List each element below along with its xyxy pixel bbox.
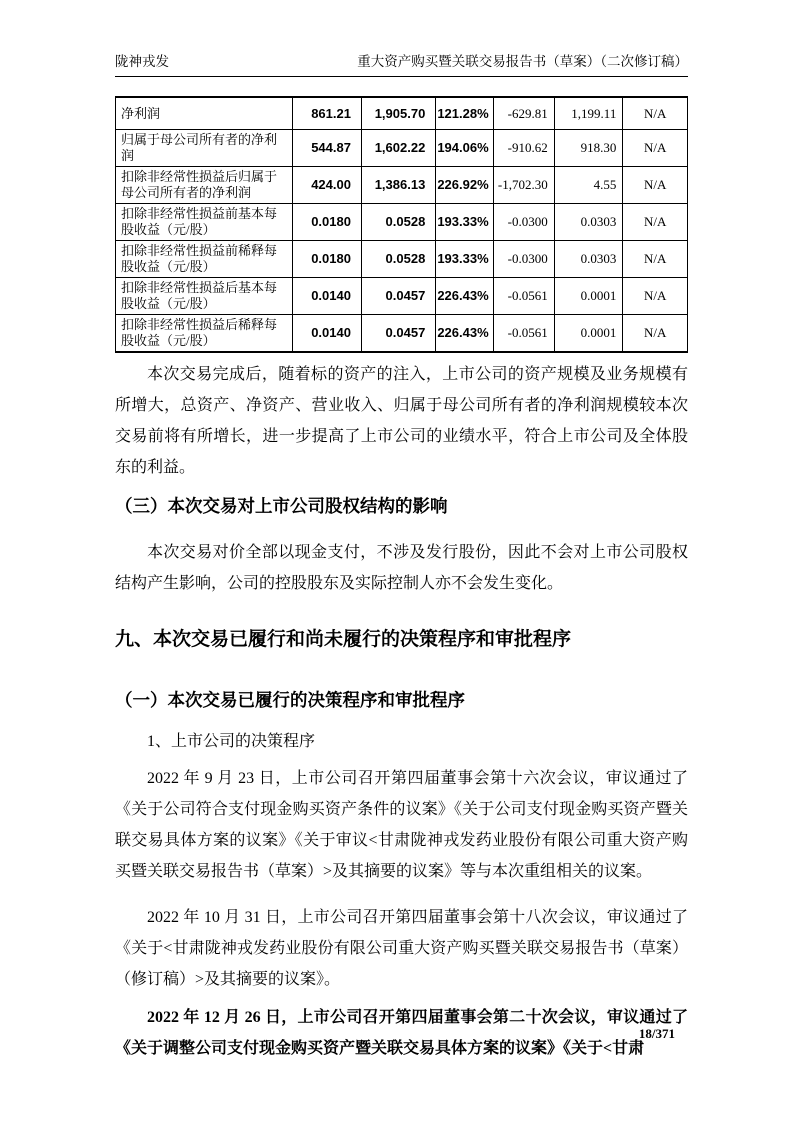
value-cell: 226.43% <box>436 315 493 353</box>
value-cell: 0.0001 <box>554 278 623 315</box>
value-cell: 226.92% <box>436 167 493 204</box>
value-cell: N/A <box>623 167 688 204</box>
value-cell: 0.0140 <box>293 315 362 353</box>
header-document-title: 重大资产购买暨关联交易报告书（草案）（二次修订稿） <box>357 54 688 69</box>
value-cell: N/A <box>623 241 688 278</box>
paragraph-board-meeting-oct31: 2022 年 10 月 31 日，上市公司召开第四届董事会第十八次会议，审议通过了《关于<甘肃陇神戎发药业股份有限公司重大资产购买暨关联交易报告书（草案）（修订稿）>及其摘要的议案》。 <box>115 909 688 988</box>
value-cell: N/A <box>623 130 688 167</box>
value-cell: 193.33% <box>436 241 493 278</box>
value-cell: 0.0528 <box>361 204 435 241</box>
value-cell: 424.00 <box>293 167 362 204</box>
value-cell: 918.30 <box>554 130 623 167</box>
value-cell: N/A <box>623 315 688 353</box>
value-cell: -0.0561 <box>493 278 554 315</box>
value-cell: 0.0457 <box>361 278 435 315</box>
value-cell: 0.0180 <box>293 204 362 241</box>
value-cell: -629.81 <box>493 97 554 130</box>
table-row <box>116 278 688 315</box>
value-cell: 0.0303 <box>554 204 623 241</box>
value-cell: 544.87 <box>293 130 362 167</box>
value-cell: 0.0457 <box>361 315 435 353</box>
value-cell: 1,905.70 <box>361 97 435 130</box>
page-number: 18/371 <box>638 1026 675 1041</box>
value-cell: 1,199.11 <box>554 97 623 130</box>
value-cell: 861.21 <box>293 97 362 130</box>
value-cell: -0.0300 <box>493 241 554 278</box>
financial-comparison-table <box>115 96 688 353</box>
table-row <box>116 204 688 241</box>
metric-label-cell: 扣除非经常性损益后归属于母公司所有者的净利润 <box>116 167 293 204</box>
metric-label-cell: 扣除非经常性损益前基本每股收益（元/股） <box>116 204 293 241</box>
value-cell: N/A <box>623 204 688 241</box>
header-company-name: 陇神戎发 <box>115 54 169 69</box>
value-cell: 0.0303 <box>554 241 623 278</box>
paragraph-equity-structure: 本次交易对价全部以现金支付，不涉及发行股份，因此不会对上市公司股权结构产生影响，公司的控股股东及实际控制人亦不会发生变化。 <box>115 544 688 592</box>
value-cell: -0.0300 <box>493 204 554 241</box>
metric-label-cell: 净利润 <box>116 97 293 130</box>
table-row <box>116 130 688 167</box>
running-header <box>115 0 688 77</box>
value-cell: 121.28% <box>436 97 493 130</box>
paragraph-board-meeting-dec26: 2022 年 12 月 26 日，上市公司召开第四届董事会第二十次会议，审议通过了《关于调整公司支付现金购买资产暨关联交易具体方案的议案》《关于<甘肃 <box>115 1009 688 1057</box>
value-cell: 0.0180 <box>293 241 362 278</box>
value-cell: -1,702.30 <box>493 167 554 204</box>
subheading-listed-company-procedure: 1、上市公司的决策程序 <box>147 733 316 750</box>
heading-section3-equity-structure: （三）本次交易对上市公司股权结构的影响 <box>115 496 448 516</box>
value-cell: 193.33% <box>436 204 493 241</box>
financial-table-body <box>116 97 688 352</box>
metric-label-cell: 扣除非经常性损益后基本每股收益（元/股） <box>116 278 293 315</box>
heading-section9-procedures: 九、本次交易已履行和尚未履行的决策程序和审批程序 <box>115 629 572 650</box>
value-cell: -910.62 <box>493 130 554 167</box>
value-cell: 4.55 <box>554 167 623 204</box>
value-cell: N/A <box>623 278 688 315</box>
table-row <box>116 167 688 204</box>
value-cell: 1,386.13 <box>361 167 435 204</box>
value-cell: 194.06% <box>436 130 493 167</box>
table-row <box>116 241 688 278</box>
value-cell: 1,602.22 <box>361 130 435 167</box>
metric-label-cell: 归属于母公司所有者的净利润 <box>116 130 293 167</box>
table-row <box>116 315 688 353</box>
value-cell: 0.0140 <box>293 278 362 315</box>
value-cell: 0.0528 <box>361 241 435 278</box>
paragraph-transaction-effect: 本次交易完成后，随着标的资产的注入，上市公司的资产规模及业务规模有所增大，总资产、净资产、营业收入、归属于母公司所有者的净利润规模较本次交易前将有所增长，进一步提高了上市公司的业绩水平，符合上市公司及全体股东的利益。 <box>115 366 688 476</box>
heading-section9-1-completed-procedures: （一）本次交易已履行的决策程序和审批程序 <box>115 690 465 710</box>
value-cell: 0.0001 <box>554 315 623 353</box>
table-row <box>116 97 688 130</box>
value-cell: N/A <box>623 97 688 130</box>
value-cell: 226.43% <box>436 278 493 315</box>
metric-label-cell: 扣除非经常性损益前稀释每股收益（元/股） <box>116 241 293 278</box>
paragraph-board-meeting-sep23: 2022 年 9 月 23 日，上市公司召开第四届董事会第十六次会议，审议通过了《关于公司符合支付现金购买资产条件的议案》《关于公司支付现金购买资产暨关联交易具体方案的议案》《关于审议<甘肃陇神戎发药业股份有限公司重大资产购买暨关联交易报告书（草案）>及其摘要的议案》等与本次重组相关的议案。 <box>115 770 688 880</box>
metric-label-cell: 扣除非经常性损益后稀释每股收益（元/股） <box>116 315 293 353</box>
value-cell: -0.0561 <box>493 315 554 353</box>
